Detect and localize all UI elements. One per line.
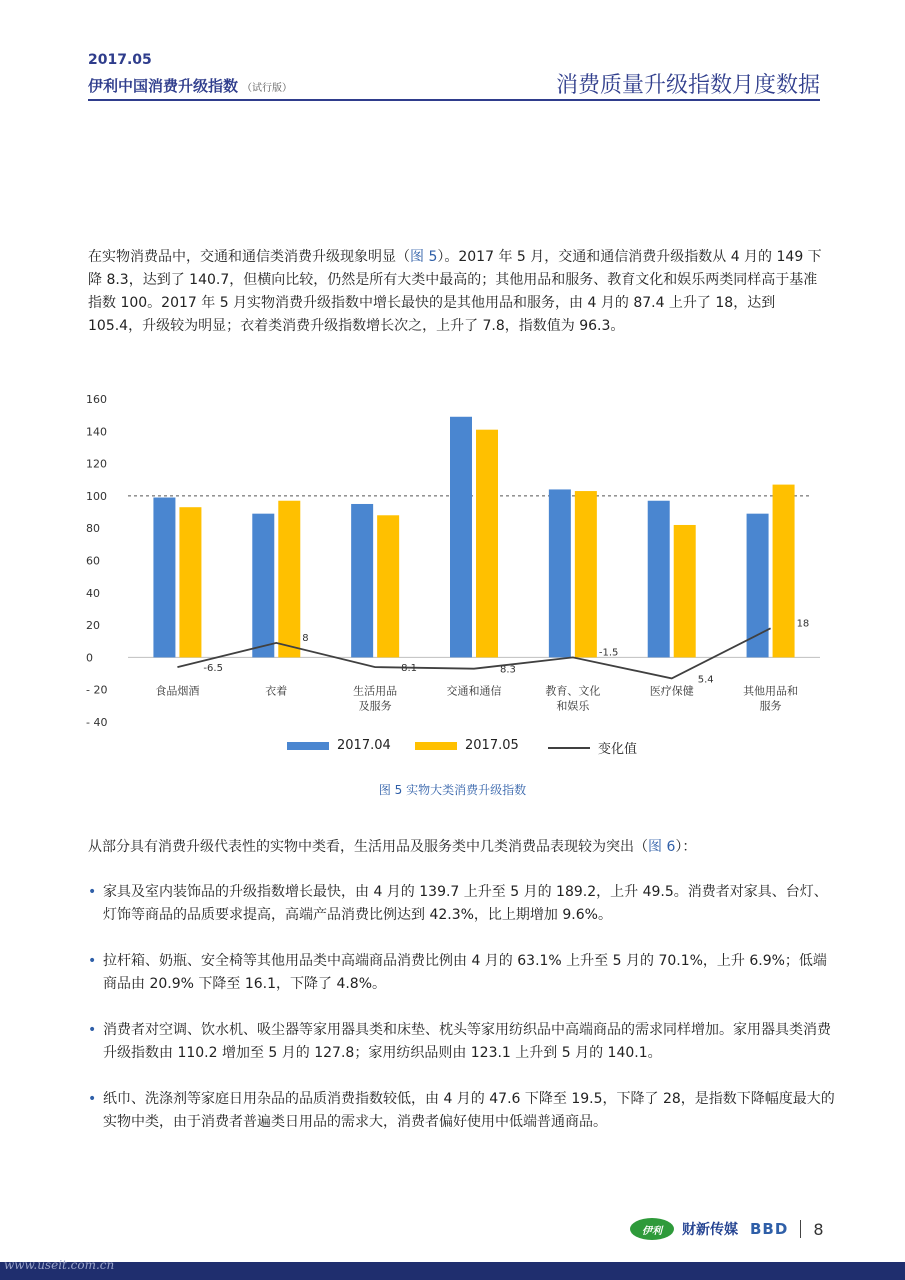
report-name <box>88 75 292 96</box>
section2-text-b: ）： <box>675 839 697 855</box>
bbd-logo: BBD <box>750 1220 789 1238</box>
footer-logos <box>630 1214 824 1244</box>
y-tick-label: 0 <box>86 651 93 665</box>
legend-label-change: 变化值 <box>598 742 638 757</box>
y-tick-label: - 20 <box>86 683 108 697</box>
y-tick-label: 160 <box>86 393 107 406</box>
figure-5-chart <box>80 385 825 730</box>
x-category-label: 和娱乐 <box>556 699 590 713</box>
bullet-item <box>88 950 838 996</box>
y-tick-label: 120 <box>86 457 107 471</box>
report-edition: （试行版） <box>242 83 293 94</box>
figure-5-link[interactable]: 图 5 <box>410 249 438 265</box>
intro-text-a: 在实物消费品中，交通和通信类消费升级现象明显（ <box>88 249 410 265</box>
report-title: 伊利中国消费升级指数 <box>88 77 239 95</box>
y-tick-label: 140 <box>86 425 107 439</box>
x-category-label: 生活用品 <box>353 684 398 698</box>
x-category-label: 教育、文化 <box>545 684 601 698</box>
bar-2017-04 <box>450 417 472 658</box>
bar-2017-05 <box>377 515 399 657</box>
bullet-item <box>88 881 838 927</box>
bar-2017-04 <box>648 501 670 658</box>
figure-6-link[interactable]: 图 6 <box>648 839 676 855</box>
change-data-label: -1.5 <box>598 647 619 659</box>
bar-2017-05 <box>179 507 201 657</box>
report-date: 2017.05 <box>88 52 152 68</box>
footer-divider <box>800 1220 801 1238</box>
bar-2017-05 <box>674 525 696 657</box>
bar-2017-04 <box>252 514 274 658</box>
y-tick-label: 100 <box>86 489 107 503</box>
legend-label-2017-04: 2017.04 <box>337 738 391 753</box>
figure-caption: 图 5 实物大类消费升级指数 <box>378 783 527 797</box>
section2-text-a: 从部分具有消费升级代表性的实物中类看，生活用品及服务类中几类消费品表现较为突出（ <box>88 839 648 855</box>
bar-2017-05 <box>476 430 498 658</box>
y-tick-label: 20 <box>86 619 100 633</box>
x-category-label: 服务 <box>759 699 782 713</box>
section-title: 消费质量升级指数月度数据 <box>555 73 820 98</box>
change-data-label: 8.1 <box>401 663 418 675</box>
bar-2017-05 <box>278 501 300 658</box>
bullet-item <box>88 1019 838 1065</box>
intro-text-b: ）。2017 年 5 月，交通和通信消费升级指数从 4 月的 149 下降 8.3，达到了 140.7，但横向比较，仍然是所有大类中最高的；其他用品和服务、教育文化和娱乐两类同样高于基准指数 100。2017 年 5 月实物消费升级指数中增长最快的是其他用品和服务，由 4 月的 87.4 上升了 18，达到 105.4，升级较为明显；衣着类消费升级指数增长次之，上升了 7.8，指数值为 96.3。 <box>88 249 822 334</box>
x-category-label: 衣着 <box>265 684 288 698</box>
legend-swatch-2017-04 <box>287 742 329 750</box>
bullet-dot: • <box>88 1022 97 1038</box>
bullet-text: 纸巾、洗涤剂等家庭日用杂品的品质消费指数较低，由 4 月的 47.6 下降至 19.5，下降了 28，是指数下降幅度最大的实物中类，由于消费者普遍类日用品的需求大，消费者偏好使用中低端普通商品。 <box>103 1091 835 1130</box>
x-category-label: 交通和通信 <box>446 684 502 698</box>
y-tick-label: 80 <box>86 522 100 536</box>
y-tick-label: - 40 <box>86 716 108 729</box>
intro-paragraph <box>88 246 823 338</box>
section2-intro <box>88 836 823 859</box>
change-data-label: 5.4 <box>697 674 714 686</box>
change-data-label: 8 <box>302 632 309 644</box>
page-number: 8 <box>813 1219 824 1239</box>
header-divider <box>88 99 820 101</box>
x-category-label: 医疗保健 <box>649 684 694 698</box>
bullet-text: 消费者对空调、饮水机、吸尘器等家用器具类和床垫、枕头等家用纺织品中高端商品的需求同样增加。家用器具类消费升级指数由 110.2 增加至 5 月的 127.8；家用纺织品则由 123.1 上升到 5 月的 140.1。 <box>103 1022 831 1061</box>
x-category-label: 食品烟酒 <box>155 684 200 698</box>
legend-item-2017-05 <box>415 738 519 753</box>
legend-item-2017-04 <box>287 738 391 753</box>
bullet-text: 家具及室内装饰品的升级指数增长最快，由 4 月的 139.7 上升至 5 月的 189.2，上升 49.5。消费者对家具、台灯、灯饰等商品的品质要求提高，高端产品消费比例达到 42.3%，比上期增加 9.6%。 <box>103 884 828 923</box>
x-category-label: 及服务 <box>358 699 392 713</box>
legend-label-2017-05: 2017.05 <box>465 738 519 753</box>
bullet-text: 拉杆箱、奶瓶、安全椅等其他用品类中高端商品消费比例由 4 月的 63.1% 上升至 5 月的 70.1%，上升 6.9%；低端商品由 20.9% 下降至 16.1，下降了 4.8%。 <box>103 953 827 992</box>
bar-2017-04 <box>351 504 373 657</box>
bar-2017-05 <box>575 491 597 657</box>
x-category-label: 其他用品和 <box>743 684 799 698</box>
bullet-dot: • <box>88 1091 97 1107</box>
footer-bar <box>0 1262 905 1280</box>
page-header <box>0 0 905 105</box>
legend-swatch-change <box>548 747 590 749</box>
y-tick-label: 60 <box>86 554 100 568</box>
watermark: www.useit.com.cn <box>4 1258 115 1272</box>
bar-2017-04 <box>153 498 175 658</box>
bar-2017-05 <box>773 485 795 658</box>
change-data-label: -6.5 <box>203 663 223 675</box>
bullet-dot: • <box>88 953 97 969</box>
caixin-media-logo: 财新传媒 <box>682 1222 738 1238</box>
legend-item-change <box>548 738 637 757</box>
change-data-label: 8.3 <box>500 664 516 676</box>
change-data-label: 18 <box>796 618 810 630</box>
bullet-item <box>88 1088 838 1134</box>
chart-legend <box>0 738 905 760</box>
bar-2017-04 <box>549 489 571 657</box>
yili-logo: 伊利 <box>630 1218 674 1240</box>
y-tick-label: 40 <box>86 586 100 600</box>
legend-swatch-2017-05 <box>415 742 457 750</box>
bullet-dot: • <box>88 884 97 900</box>
